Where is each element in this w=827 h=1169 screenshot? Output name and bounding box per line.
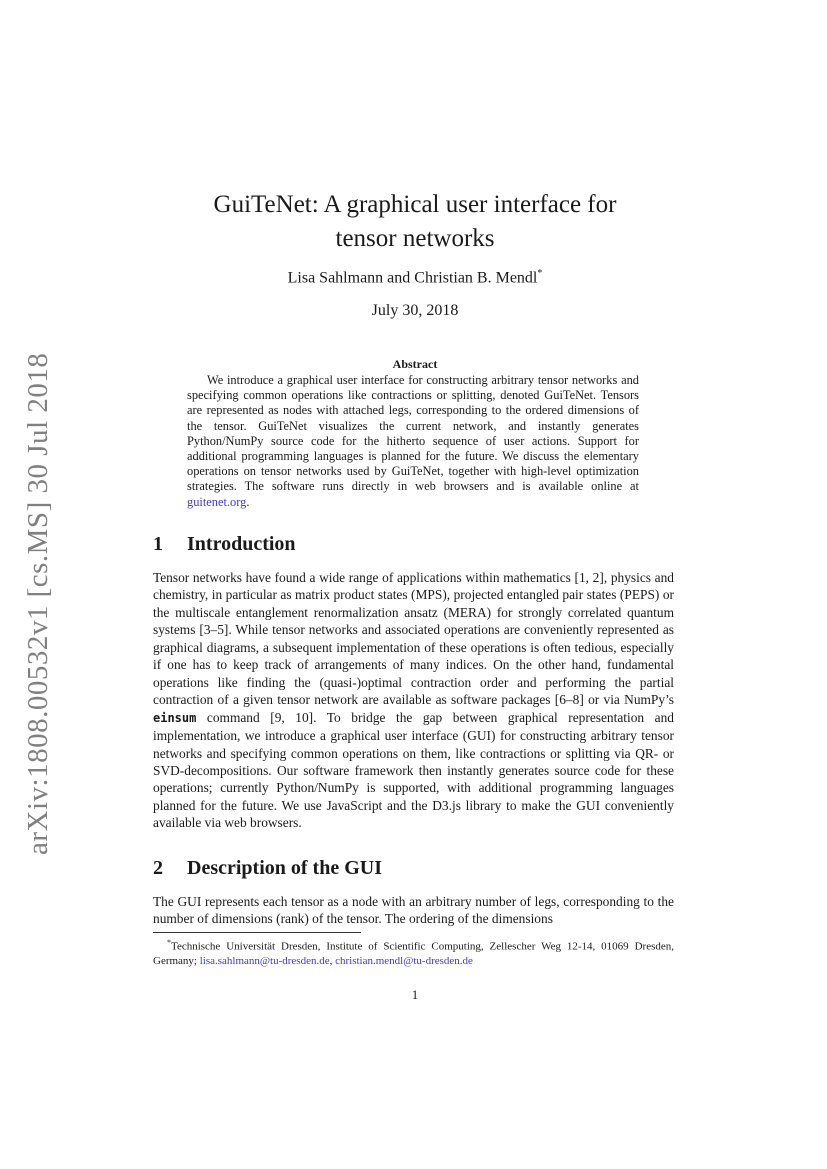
- footnote-divider: [153, 932, 361, 933]
- abstract-heading: Abstract: [392, 357, 438, 371]
- title-line-2: tensor networks: [335, 225, 495, 252]
- guitenet-link[interactable]: guitenet.org: [187, 494, 247, 509]
- footnote-separator: ,: [329, 954, 336, 967]
- title-line-1: GuiTeNet: A graphical user interface for: [213, 191, 617, 218]
- introduction-paragraph: [153, 569, 674, 832]
- author-footnote-mark: *: [537, 268, 543, 279]
- arxiv-identifier-stamp: arXiv:1808.00532v1 [cs.MS] 30 Jul 2018: [22, 352, 54, 855]
- einsum-code: einsum: [153, 710, 197, 725]
- author-names: Lisa Sahlmann and Christian B. Mendl: [287, 269, 538, 287]
- section-heading-description: [153, 857, 382, 880]
- email-link-mendl[interactable]: christian.mendl@tu-dresden.de: [335, 954, 473, 967]
- section-heading-introduction: [153, 533, 296, 556]
- publication-date: July 30, 2018: [371, 302, 459, 319]
- section-number: 2: [153, 857, 163, 879]
- abstract-end-punctuation: .: [246, 494, 250, 509]
- section-title: Description of the GUI: [187, 857, 382, 879]
- authors: [155, 268, 675, 287]
- paper-title: [155, 188, 675, 256]
- page-number: 1: [411, 987, 419, 1002]
- section-title: Introduction: [187, 533, 296, 555]
- intro-text-part-1: Tensor networks have found a wide range of applications within mathematics [1, 2], physics and chemistry, in particular as matrix product states (MPS), projected entangled pair states (PEPS) or the multiscale entanglement renormalization ansatz (MERA) for strongly correlated quantum systems [3–5]. While tensor networks and associated operations are conveniently represented as graphical diagrams, a subsequent implementation of these operations is often tedious, especially if one has to keep track of arrangements of many indices. On the other hand, fundamental operations like finding the (quasi-)optimal contraction order and performing the partial contraction of a given tensor network are available as software packages [6–8] or via NumPy’s: [153, 570, 674, 708]
- section-number: 1: [153, 533, 163, 555]
- footnote: [153, 936, 674, 968]
- footnote-affiliation: Technische Universität Dresden, Institute of Scientific Computing, Zellescher Weg 12-14, 01069 Dresden, Germany;: [153, 940, 674, 967]
- footnote-mark: *: [167, 938, 171, 947]
- abstract-body-text: We introduce a graphical user interface for constructing arbitrary tensor networks and specifying common operations like contractions or splitting, denoted GuiTeNet. Tensors are represented as nodes with attached legs, corresponding to the ordered dimensions of the tensor. GuiTeNet visualizes the current network, and instantly generates Python/NumPy source code for the hitherto sequence of user actions. Support for additional programming languages is planned for the future. We discuss the elementary operations on tensor networks used by GuiTeNet, together with high-level optimization strategies. The software runs directly in web browsers and is available online at: [187, 373, 639, 494]
- email-link-sahlmann[interactable]: lisa.sahlmann@tu-dresden.de: [199, 954, 330, 967]
- abstract-text: [187, 373, 639, 510]
- intro-text-part-2: command [9, 10]. To bridge the gap between graphical representation and implementation, we introduce a graphical user interface (GUI) for constructing arbitrary tensor networks and specifying common operations on them, like contractions or splitting via QR- or SVD-decompositions. Our software framework then instantly generates source code for these operations; currently Python/NumPy is supported, with additional programming languages planned for the future. We use JavaScript and the D3.js library to make the GUI conveniently available via web browsers.: [153, 709, 674, 831]
- description-paragraph: The GUI represents each tensor as a node with an arbitrary number of legs, corresponding to the number of dimensions (rank) of the tensor. The ordering of the dimensions: [153, 894, 674, 927]
